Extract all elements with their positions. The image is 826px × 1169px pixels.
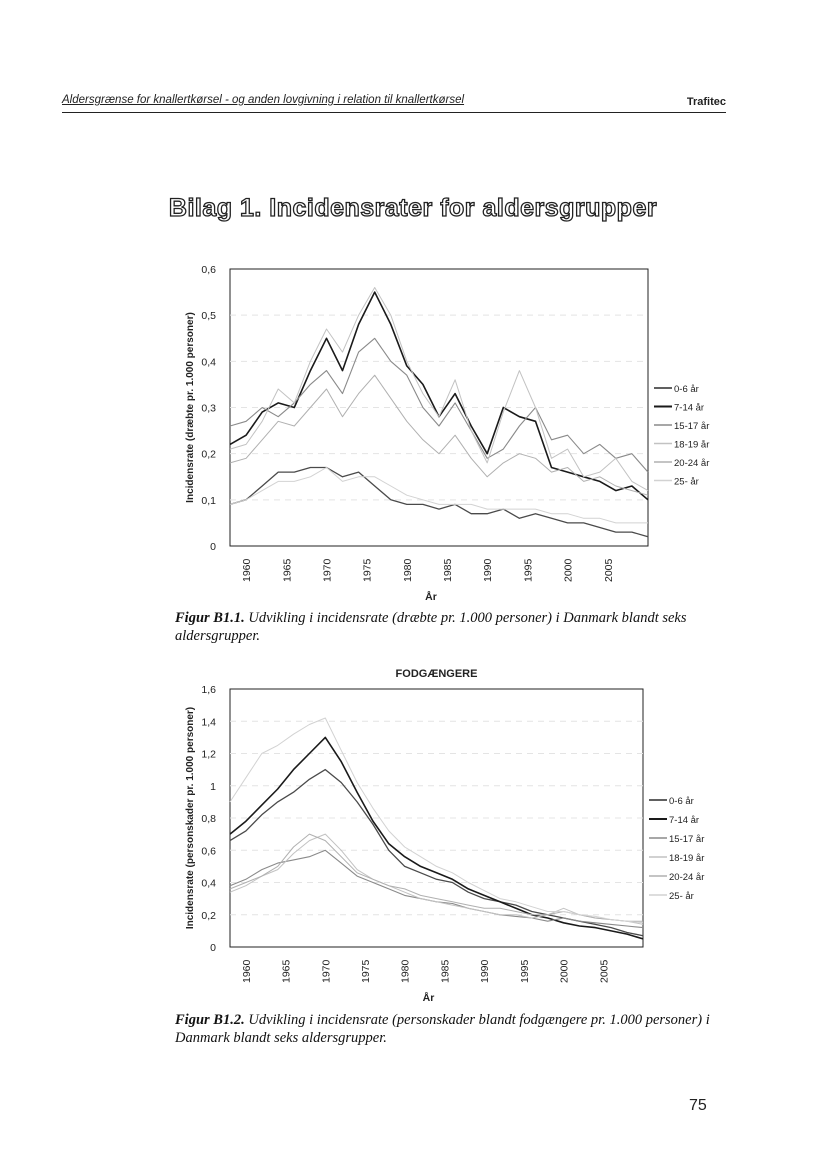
fig2-legend-label-25: 25- år [669, 891, 694, 902]
fig2-legend-label-0-6: 0-6 år [669, 796, 694, 807]
fig1-x-tick-label: 1975 [361, 558, 374, 582]
header-left-text: Aldersgrænse for knallertkørsel - og anden lovgivning i relation til knallertkørsel [62, 94, 465, 106]
fig1-series-line-25 [230, 468, 648, 523]
fig2-y-tick-label: 1,2 [201, 748, 216, 761]
fig1-x-tick-label: 1995 [522, 558, 535, 582]
fig2-y-tick-label: 1,6 [201, 684, 216, 696]
fig2-y-tick-label: 1 [210, 780, 216, 793]
fig1-x-tick-label: 1960 [241, 558, 254, 582]
fig2-x-tick-label: 1975 [360, 959, 373, 983]
fig2-x-tick-label: 2000 [558, 959, 571, 983]
fig2-y-tick-label: 0,6 [201, 845, 216, 858]
fig1-x-tick-label: 2005 [602, 558, 615, 582]
fig1-y-tick-label: 0,6 [201, 264, 216, 276]
fig1-legend-label-18-19: 18-19 år [674, 439, 710, 451]
fig1-y-tick-label: 0 [210, 541, 216, 553]
fig1-y-axis-label: Incidensrate (dræbte pr. 1.000 personer) [185, 312, 196, 503]
fig1-x-tick-label: 1980 [401, 558, 414, 582]
fig1-series-line-18-19 [230, 288, 648, 491]
fig1-series-line-15-17 [230, 338, 648, 472]
fig2-x-tick-label: 1960 [240, 959, 253, 983]
fig2-legend-label-15-17: 15-17 år [669, 834, 705, 845]
fig2-y-tick-label: 0,8 [201, 813, 216, 825]
fig1-legend-label-0-6: 0-6 år [674, 384, 699, 395]
fig1-x-tick-label: 1990 [482, 558, 495, 582]
fig2-x-axis-label: År [422, 992, 435, 1004]
fig2-series-line-15-17 [230, 850, 643, 927]
fig1-y-tick-label: 0,5 [201, 310, 216, 323]
page-number: 75 [689, 1097, 707, 1114]
fig2-y-tick-label: 0,2 [201, 909, 216, 922]
fig2-legend-label-7-14: 7-14 år [669, 815, 700, 826]
figure-caption-2-label: Figur B1.2. [175, 1012, 245, 1028]
fig1-x-tick-label: 1970 [321, 558, 334, 582]
header-right-text: Trafitec [686, 96, 726, 108]
fig2-plot-frame [230, 689, 643, 947]
figure-caption-1 [175, 609, 715, 645]
fig2-x-tick-label: 1990 [479, 959, 492, 983]
fig1-x-tick-label: 2000 [562, 558, 575, 582]
fig2-series-line-7-14 [230, 737, 643, 939]
fig2-x-tick-label: 1970 [320, 959, 333, 983]
fig2-series-line-25 [230, 718, 643, 923]
fig2-y-tick-label: 0 [210, 942, 216, 954]
fig2-x-tick-label: 1980 [399, 959, 412, 983]
fig1-y-tick-label: 0,2 [201, 448, 216, 461]
fig2-y-axis-label: Incidensrate (personskader pr. 1.000 personer) [185, 706, 196, 930]
appendix-heading: Bilag 1. Incidensrater for aldersgrupper [168, 194, 658, 222]
figure-caption-2-text: Udvikling i incidensrate (personskader blandt fodgængere pr. 1.000 personer) i Danmark blandt seks aldersgrupper. [175, 1012, 710, 1046]
fig2-legend-label-20-24: 20-24 år [669, 872, 705, 883]
fig2-y-tick-label: 0,4 [201, 877, 216, 890]
fig1-legend-label-7-14: 7-14 år [674, 402, 705, 414]
fig2-x-tick-label: 1965 [280, 959, 293, 983]
figure-caption-1-text: Udvikling i incidensrate (dræbte pr. 1.000 personer) i Danmark blandt seks aldersgrupper. [175, 610, 687, 644]
fig2-chart-title: FODGÆNGERE [395, 668, 478, 680]
fig2-legend-label-18-19: 18-19 år [669, 853, 705, 864]
fig1-legend-label-25: 25- år [674, 476, 699, 488]
fig1-series-line-7-14 [230, 292, 648, 500]
chart-fatalities [0, 255, 826, 603]
fig1-y-tick-label: 0,4 [201, 356, 216, 369]
fig1-x-tick-label: 1985 [442, 558, 455, 582]
fig2-x-tick-label: 1995 [518, 959, 531, 983]
fig1-y-tick-label: 0,1 [201, 494, 216, 507]
fig2-x-tick-label: 1985 [439, 959, 452, 983]
fig1-legend-label-15-17: 15-17 år [674, 421, 710, 432]
fig2-series-line-20-24 [230, 834, 643, 921]
fig1-y-tick-label: 0,3 [201, 402, 216, 415]
fig2-x-tick-label: 2005 [598, 959, 611, 983]
chart-pedestrians [0, 660, 826, 1005]
running-header [62, 92, 726, 113]
figure-caption-2 [175, 1011, 715, 1047]
figure-caption-1-label: Figur B1.1. [175, 610, 245, 626]
fig1-legend-label-20-24: 20-24 år [674, 458, 710, 469]
fig2-y-tick-label: 1,4 [201, 716, 216, 729]
fig1-x-axis-label: År [425, 591, 437, 603]
fig2-series-line-0-6 [230, 770, 643, 936]
fig1-x-tick-label: 1965 [281, 558, 294, 582]
